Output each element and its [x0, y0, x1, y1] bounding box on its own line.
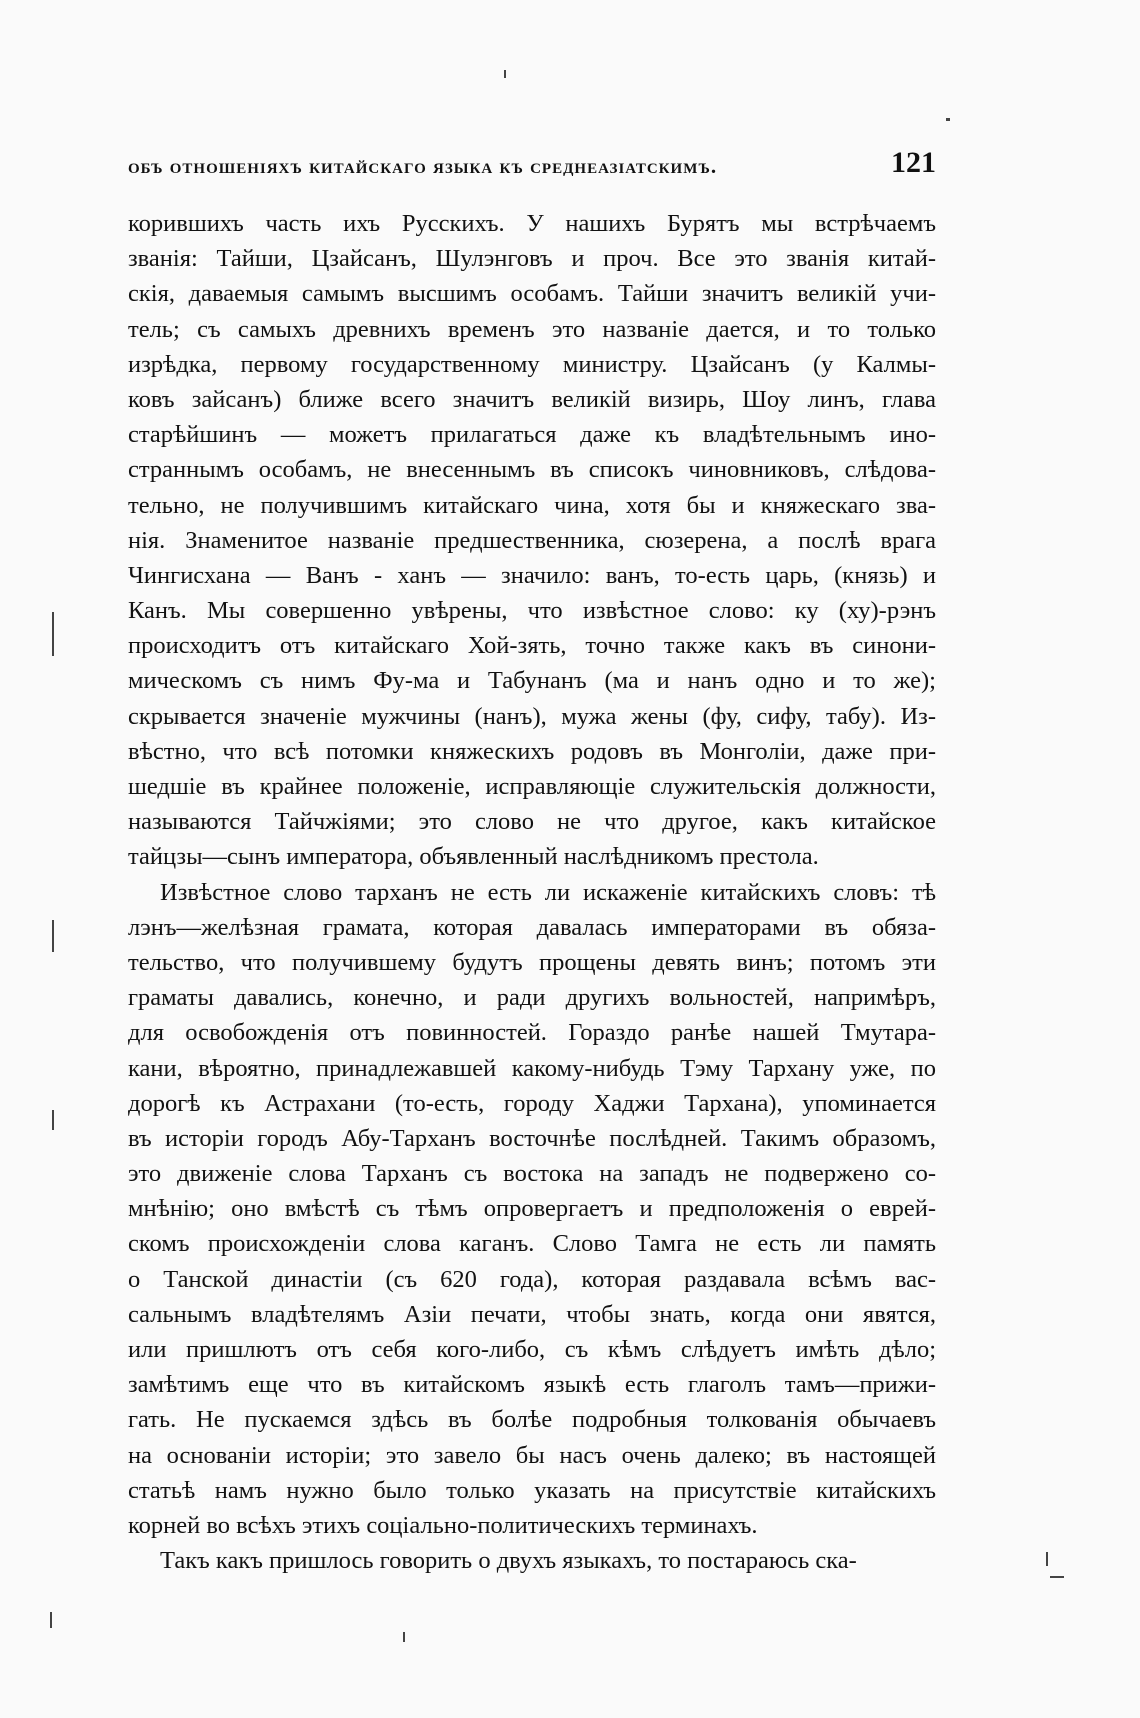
text-line: тайцзы—сынъ императора, объявленный наслѣдникомъ престола.: [128, 843, 819, 871]
text-line: изрѣдка, первому государственному министру. Цзайсанъ (у Калмы-: [128, 350, 936, 378]
text-line: называются Тайчжіями; это слово не что другое, какъ китайское: [128, 808, 936, 836]
running-title: объ отношеніяхъ китайскаго языка къ среднеазіатскимъ.: [128, 154, 718, 178]
scan-mark: [50, 1612, 52, 1628]
text-line: дорогѣ къ Астрахани (то-есть, городу Хаджи Тархана), упоминается: [128, 1089, 936, 1117]
text-line: на основаніи исторіи; это завело бы насъ очень далеко; въ настоящей: [128, 1441, 936, 1469]
text-line: граматы давались, конечно, и ради другихъ вольностей, напримѣръ,: [128, 984, 936, 1012]
text-line: Чингисхана — Ванъ - ханъ — значило: ванъ, то-есть царь, (князь) и: [128, 561, 936, 589]
text-line: о Танской династіи (съ 620 года), которая раздавала всѣмъ вас-: [128, 1265, 936, 1293]
text-line: въ исторіи городъ Абу-Тарханъ восточнѣе послѣдней. Такимъ образомъ,: [128, 1124, 936, 1152]
text-line: скрывается значеніе мужчины (нанъ), мужа жены (фу, сифу, табу). Из-: [128, 702, 936, 730]
text-line: нія. Знаменитое названіе предшественника, сюзерена, а послѣ врага: [128, 526, 936, 554]
text-line: Такъ какъ пришлось говорить о двухъ языкахъ, то постараюсь ска-: [160, 1547, 857, 1575]
text-line: Канъ. Мы совершенно увѣрены, что извѣстное слово: ку (ху)-рэнъ: [128, 597, 936, 625]
text-line: старѣйшинъ — можетъ прилагаться даже къ владѣтельнымъ ино-: [128, 421, 936, 449]
scan-mark: [52, 1110, 54, 1130]
text-line: тельство, что получившему будутъ прощены девять винъ; потомъ эти: [128, 948, 936, 976]
text-line: тельно, не получившимъ китайскаго чина, хотя бы и княжескаго зва-: [128, 491, 936, 519]
text-line: лэнъ—желѣзная грамата, которая давалась императорами въ обяза-: [128, 913, 936, 941]
text-line: для освобожденія отъ повинностей. Гораздо ранѣе нашей Тмутара-: [128, 1019, 936, 1047]
text-line: гать. Не пускаемся здѣсь въ болѣе подробныя толкованія обычаевъ: [128, 1406, 936, 1434]
text-line: или пришлютъ отъ себя кого-либо, съ кѣмъ слѣдуетъ имѣть дѣло;: [128, 1336, 936, 1363]
text-line: ковъ зайсанъ) ближе всего значитъ великій визирь, Шоу линъ, глава: [128, 385, 936, 413]
text-line: вѣстно, что всѣ потомки княжескихъ родовъ въ Монголіи, даже при-: [128, 737, 936, 765]
text-line: званія: Тайши, Цзайсанъ, Шулэнговъ и проч. Все это званія китай-: [128, 245, 936, 273]
text-line: замѣтимъ еще что въ китайскомъ языкѣ есть глаголъ тамъ—прижи-: [128, 1371, 936, 1399]
scan-mark: [52, 612, 54, 656]
text-line: это движеніе слова Тарханъ съ востока на западъ не подвержено со-: [128, 1160, 936, 1188]
text-line: мическомъ съ нимъ Фу-ма и Табунанъ (ма и нанъ одно и то же);: [128, 667, 936, 695]
text-line: происходитъ отъ китайскаго Хой-зять, точно также какъ въ синони-: [128, 632, 936, 660]
text-line: шедшіе въ крайнее положеніе, исправляющіе служительскія должности,: [128, 773, 936, 800]
page-header: [128, 146, 936, 186]
page-number: 121: [891, 146, 936, 179]
scan-mark: [1050, 1576, 1064, 1578]
text-line: скія, даваемыя самымъ высшимъ особамъ. Тайши значитъ великій учи-: [128, 280, 936, 308]
text-line: статьѣ намъ нужно было только указать на присутствіе китайскихъ: [128, 1476, 936, 1504]
text-line: корней во всѣхъ этихъ соціально-политическихъ терминахъ.: [128, 1511, 758, 1539]
scan-mark: [403, 1632, 405, 1642]
text-line: кани, вѣроятно, принадлежавшей какому-нибудь Тэму Тархану уже, по: [128, 1054, 936, 1082]
body-text: [128, 206, 936, 1578]
text-line: скомъ происхожденіи слова каганъ. Слово Тамга не есть ли память: [128, 1230, 936, 1258]
text-line: корившихъ часть ихъ Русскихъ. У нашихъ Бурятъ мы встрѣчаемъ: [128, 210, 936, 237]
scan-mark: [52, 920, 54, 952]
text-line: сальнымъ владѣтелямъ Азіи печати, чтобы знать, когда они явятся,: [128, 1300, 936, 1328]
text-line: Извѣстное слово тарханъ не есть ли искаженіе китайскихъ словъ: тѣ: [160, 878, 936, 906]
scan-mark: [1046, 1552, 1048, 1566]
text-line: страннымъ особамъ, не внесеннымъ въ списокъ чиновниковъ, слѣдова-: [128, 456, 936, 484]
scan-mark: [504, 70, 506, 78]
text-line: тель; съ самыхъ древнихъ временъ это названіе дается, и то только: [128, 315, 936, 343]
scan-mark: [946, 118, 950, 121]
text-line: мнѣнію; оно вмѣстѣ съ тѣмъ опровергаетъ и предположенія о еврей-: [128, 1195, 936, 1223]
